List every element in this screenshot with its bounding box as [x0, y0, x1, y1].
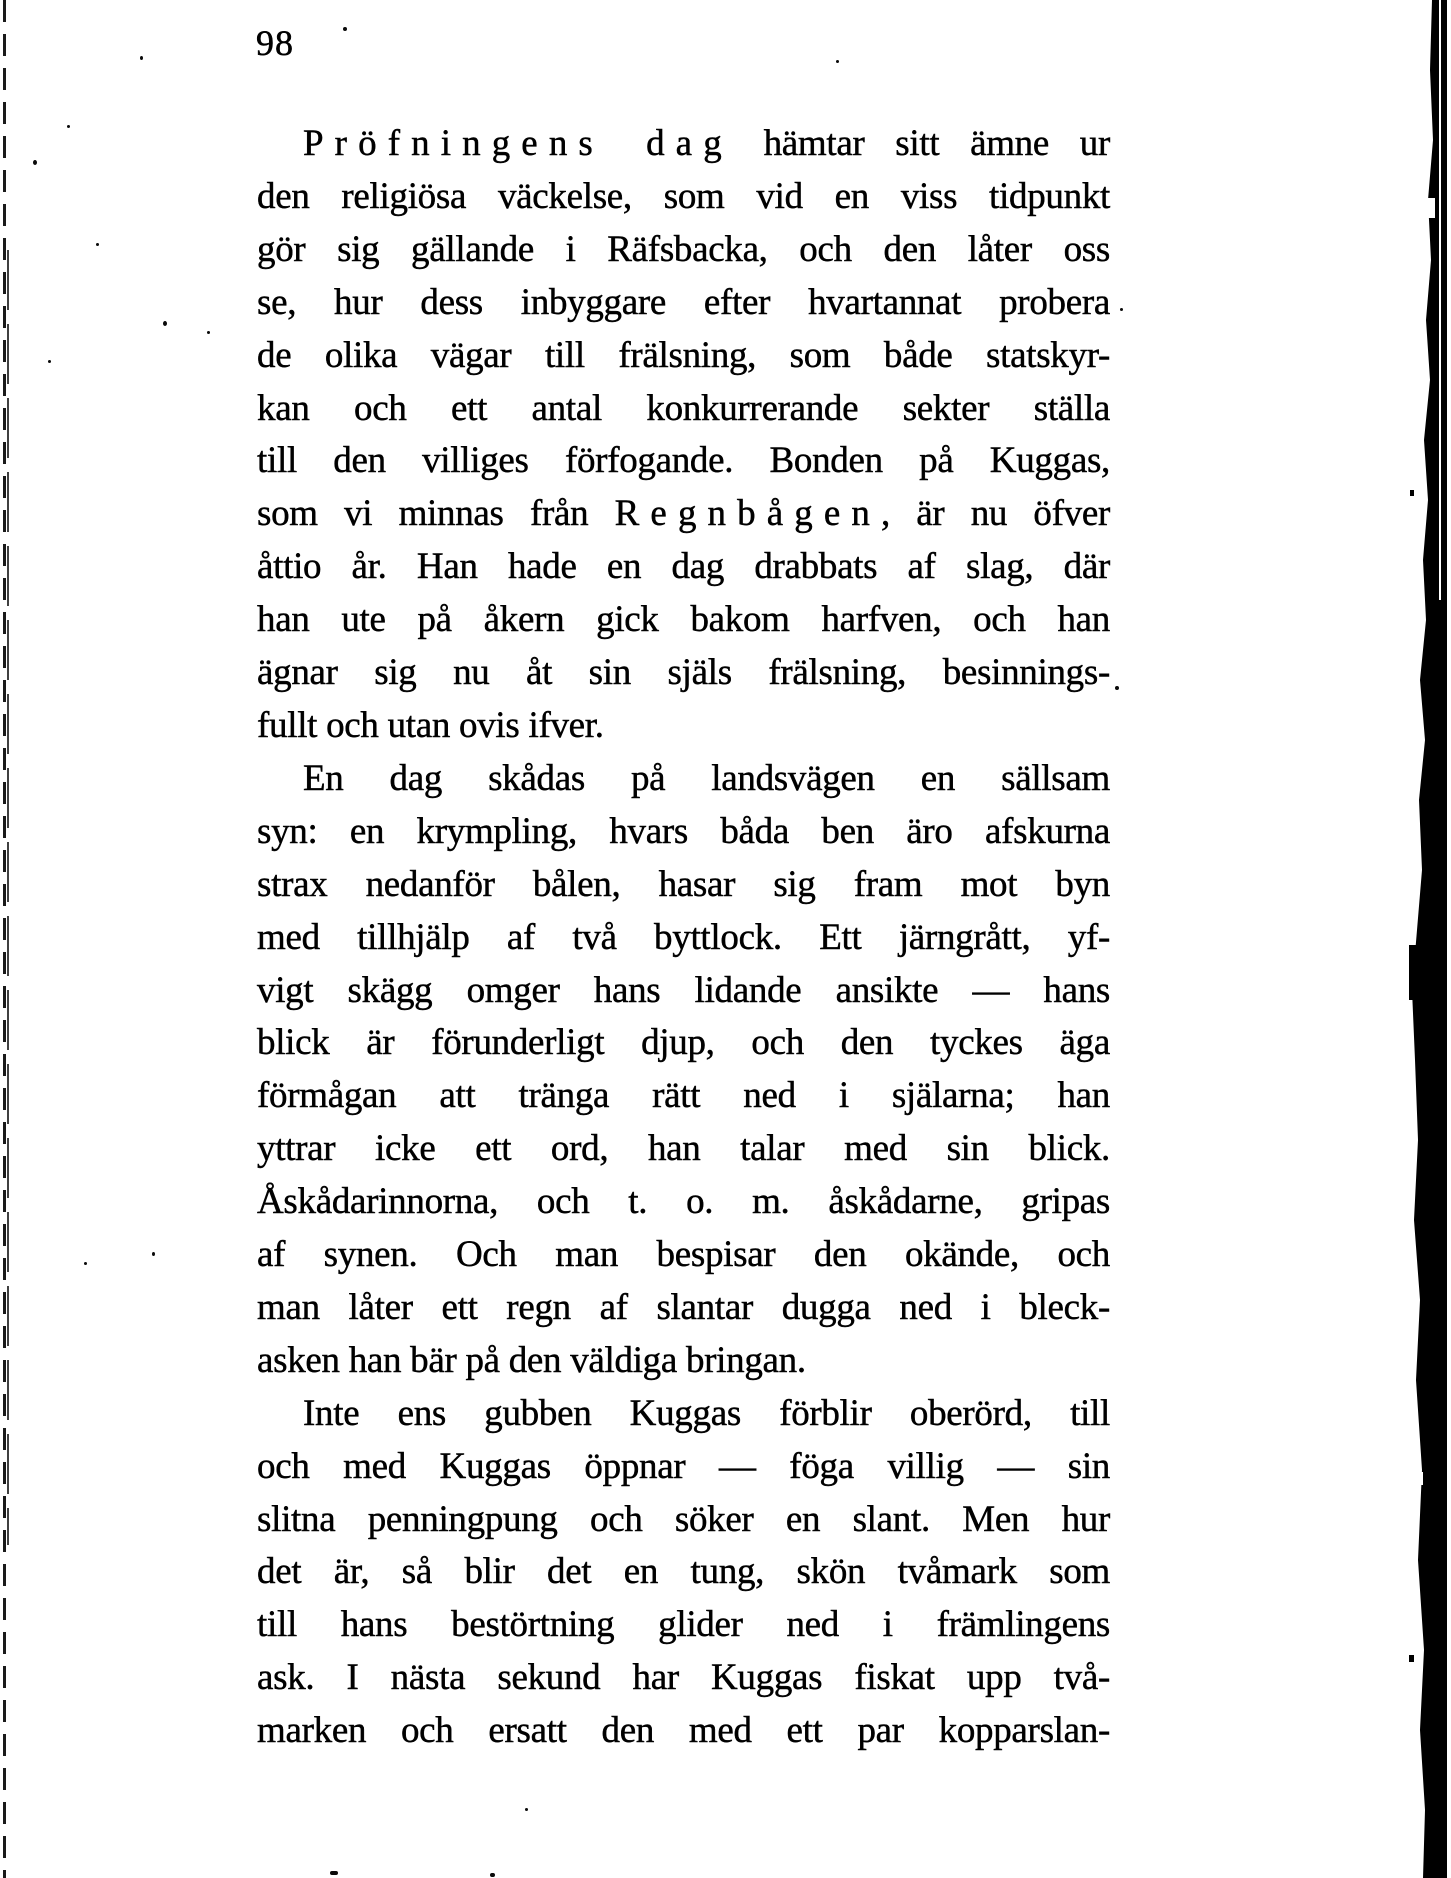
text-segment: han ute på åkern gick bakom harfven, och han — [257, 599, 1110, 641]
noise-speck — [140, 56, 143, 60]
noise-speck — [33, 160, 37, 165]
text-line — [257, 1176, 1110, 1229]
text-segment: slitna penningpung och söker en slant. Men hur — [257, 1498, 1110, 1540]
noise-speck — [525, 1808, 528, 1811]
paragraph — [257, 1388, 1110, 1758]
letterspaced-text: Pröfningens dag — [303, 123, 733, 164]
text-line — [257, 700, 1110, 753]
noise-speck — [836, 60, 839, 63]
text-line — [257, 1494, 1110, 1547]
text-line — [257, 383, 1110, 436]
text-segment: åttio år. Han hade en dag drabbats af slag, där — [257, 546, 1110, 588]
noise-speck — [84, 1262, 87, 1265]
text-segment: det är, så blir det en tung, skön tvåmark som — [257, 1551, 1110, 1593]
text-line — [257, 118, 1110, 171]
noise-speck — [490, 1873, 495, 1877]
noise-speck — [152, 1252, 155, 1256]
noise-speck — [207, 331, 210, 334]
text-segment: marken och ersatt den med ett par kopparslan- — [257, 1710, 1110, 1752]
text-segment: kan och ett antal konkurrerande sekter ställa — [257, 387, 1110, 429]
text-line — [257, 1123, 1110, 1176]
text-line — [257, 1441, 1110, 1494]
text-segment: yttrar icke ett ord, han talar med sin blick. — [257, 1128, 1110, 1170]
text-segment: till hans bestörtning glider ned i främlingens — [257, 1604, 1110, 1646]
text-line — [257, 1229, 1110, 1282]
page-number: 98 — [256, 23, 294, 63]
text-segment: gör sig gällande i Räfsbacka, och den låter oss — [257, 228, 1110, 270]
text-line — [257, 859, 1110, 912]
noise-speck — [163, 321, 167, 326]
text-segment: förmågan att tränga rätt ned i själarna; han — [257, 1075, 1110, 1117]
text-line — [257, 1017, 1110, 1070]
left-edge-scan-line-2 — [7, 250, 9, 1545]
text-segment: man låter ett regn af slantar dugga ned i bleck- — [257, 1286, 1110, 1328]
text-segment: vigt skägg omger hans lidande ansikte — hans — [257, 969, 1110, 1011]
noise-speck — [1115, 686, 1119, 690]
paragraph — [257, 753, 1110, 1388]
text-segment: och med Kuggas öppnar — föga villig — sin — [257, 1445, 1110, 1487]
text-segment: de olika vägar till frälsning, som både statskyr- — [257, 334, 1110, 376]
text-segment: Åskådarinnorna, och t. o. m. åskådarne, gripas — [257, 1181, 1110, 1223]
text-segment: af synen. Och man bespisar den okände, och — [257, 1234, 1110, 1276]
text-segment: till den villiges förfogande. Bonden på Kuggas, — [257, 440, 1110, 482]
text-segment: hämtar sitt ämne ur — [732, 123, 1110, 164]
text-segment: den religiösa väckelse, som vid en viss tidpunkt — [257, 175, 1110, 217]
noise-speck — [67, 125, 70, 128]
text-line — [257, 1705, 1110, 1758]
noise-speck — [48, 360, 51, 363]
text-segment: med tillhjälp af två byttlock. Ett järngrått, yf- — [257, 916, 1110, 958]
text-line — [257, 277, 1110, 330]
noise-speck — [1120, 308, 1123, 311]
text-line — [257, 541, 1110, 594]
text-segment: syn: en krympling, hvars båda ben äro afskurna — [257, 810, 1110, 852]
text-segment: , är nu öfver — [881, 493, 1110, 535]
text-segment: Inte ens gubben Kuggas förblir oberörd, till — [303, 1392, 1110, 1434]
text-line — [257, 965, 1110, 1018]
right-binding-shadow — [1409, 0, 1451, 1878]
text-block — [257, 118, 1110, 1758]
text-line — [257, 1070, 1110, 1123]
text-segment: som vi minnas från — [257, 493, 615, 535]
text-segment: blick är förunderligt djup, och den tyckes äga — [257, 1022, 1110, 1064]
text-line — [257, 488, 1110, 541]
text-line — [257, 912, 1110, 965]
text-segment: asken han bär på den väldiga bringan. — [257, 1339, 806, 1381]
noise-speck — [330, 1871, 338, 1875]
left-edge-scan-line — [3, 0, 6, 1878]
text-segment: se, hur dess inbyggare efter hvartannat probera — [257, 281, 1110, 323]
text-line — [257, 753, 1110, 806]
text-line — [257, 1388, 1110, 1441]
text-line — [257, 1546, 1110, 1599]
text-segment: fullt och utan ovis ifver. — [257, 704, 604, 746]
text-line — [257, 1652, 1110, 1705]
text-line — [257, 330, 1110, 383]
noise-speck — [96, 243, 99, 246]
text-line — [257, 1282, 1110, 1335]
noise-speck — [343, 27, 347, 31]
paragraph — [257, 118, 1110, 753]
text-segment: strax nedanför bålen, hasar sig fram mot byn — [257, 863, 1110, 905]
text-line — [257, 435, 1110, 488]
text-line — [257, 171, 1110, 224]
text-line — [257, 1599, 1110, 1652]
text-line — [257, 647, 1110, 700]
text-segment: ägnar sig nu åt sin själs frälsning, besinnings- — [257, 652, 1110, 694]
text-line — [257, 594, 1110, 647]
text-line — [257, 1335, 1110, 1388]
letterspaced-text: Regnbågen — [614, 493, 881, 535]
text-segment: En dag skådas på landsvägen en sällsam — [303, 757, 1110, 799]
text-line — [257, 806, 1110, 859]
text-segment: ask. I nästa sekund har Kuggas fiskat upp två- — [257, 1657, 1110, 1699]
text-line — [257, 224, 1110, 277]
